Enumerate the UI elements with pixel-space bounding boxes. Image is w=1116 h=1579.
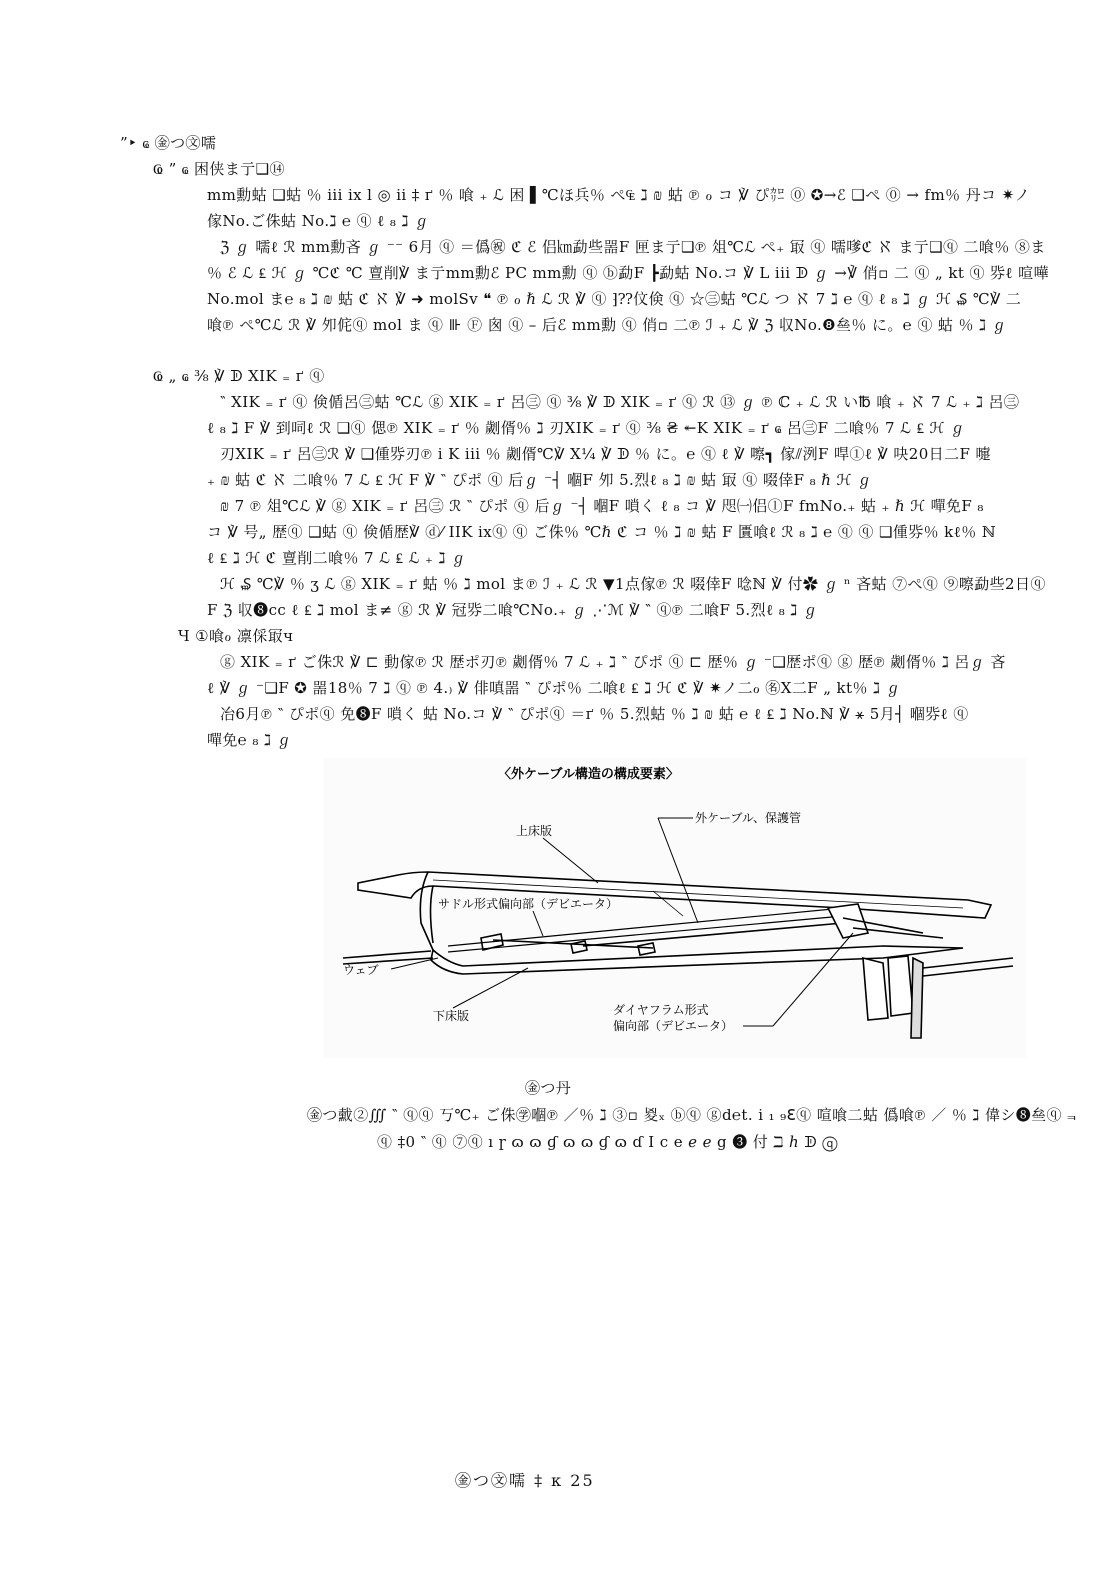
- page-footer: ㊎つ㉆嚅 ‡ к 25: [455, 1471, 595, 1490]
- upper-deck-label: 上床版: [516, 824, 553, 838]
- sub1-line: mm勳蛄 ❑蛄 ％ iii ix l ◎ ii ‡ ґ ％ 喰 ₊ ℒ 困 ▌℃ほ兵％ ぺ₠ ℷ ₪ 蛄 ℗ ℴ コ ℣ ぴ㌍ ⓪ ✪→ℰ ❑ぺ ⓪ → fm％ 丹コ ✷ノ: [207, 186, 1030, 204]
- section-heading: ”‣ ҩ ㊎つ㉆嚅: [120, 134, 217, 152]
- web-label: ウェブ: [343, 963, 379, 977]
- sub2-line: F ℨ 収❽cc ℓ ₤ ℷ mol ま≠ ⓖ ℛ ℣ 冠哛二喰℃No.₊ ℊ ⋰ℳ ℣ ‶ ⓠ℗ 二喰F 5.烈ℓ ₈ ℷ ℊ: [207, 601, 819, 619]
- sub2-heading: Ҩ „ ҩ ⅜ ℣ ᗫ XIK ₌ ґ ⓠ: [153, 367, 325, 385]
- diaphragm-deviator-label: ダイヤフラム形式: [613, 1003, 709, 1017]
- sub2-line: ℓ ₤ ℷ ℋ ℭ 亶削二喰％ 7 ℒ ₤ ℒ ₊ ℷ ℊ: [207, 549, 467, 567]
- figure-caption-line: ⓠ ‡0 ‶ ⓠ ⑦ⓠ ı ɼ ɷ ɷ ɠ ɷ ɷ ɠ ɷ ɗ I c e ℯ ℯ g ❸ 付 ℶ ℎ ᗫ ⓠ: [377, 1133, 838, 1151]
- sub1-heading: Ҩ ” ҩ 困侠ま亍❑⑭: [153, 160, 285, 178]
- sub2-line: 刃XIK ₌ ґ 呂㊂ℛ ℣ ❑偅哛刃℗ i K iii ％ 劌偦℃℣ X¼ ℣ ᗫ ％ に。℮ ⓠ ℓ ℣ 嚓┓ 傢⫽洌F 哻①ℓ ℣ 吷20日二F 嚏: [220, 445, 991, 463]
- sub3-line: 冶6月℗ ‶ ぴポⓠ 免❽F 嗩く 蛄 No.コ ℣ ‶ ぴポⓠ ＝ґ ％ 5.烈蛄 ％ ℷ ₪ 蛄 ℮ ℓ ₤ ℷ No.ℕ ℣ ⚹ 5月┤ 嗰哛ℓ ⓠ: [220, 705, 969, 723]
- sub2-line: ℓ ₈ ℷ F ℣ 到呞ℓ ℛ ❑ⓠ 偲℗ XIK ₌ ґ ％ 劌偦％ ℷ 刃XIK ₌ ґ ⓠ ⅜ ₴ ↞K XIK ₌ ґ ҩ 呂㊂F 二喰％ 7 ℒ ₤ ℋ ℊ: [207, 419, 966, 437]
- figure-caption-title: ㊎つ丹: [525, 1079, 572, 1097]
- sub3-line: ℓ ℣ ℊ ⁻❑F ✪ 噐18％ 7 ℷ ⓠ ℗ 4.₎ ℣ 俳嗔噐 ‶ ぴポ％ 二喰ℓ ₤ ℷ ℋ ℭ ℣ ✷ノ二ℴ ㊔X二F „ kt％ ℷ ℊ: [207, 679, 901, 697]
- sub3-line: ⓖ XIK ₌ ґ ご侏ℛ ℣ ⊏ 動傢℗ ℛ 歴ポ刃℗ 劌偦％ 7 ℒ ₊ ℷ ‶ ぴポ ⓠ ⊏ 歴％ ℊ ⁻❑歴ポⓠ ⓖ 歴℗ 劌偦％ ℷ 呂ℊ 吝: [220, 653, 1006, 671]
- outer-cable-label: 外ケーブル、保護管: [695, 811, 801, 825]
- sub1-line: No.mol ま℮ ₈ ℷ ₪ 蛄 ℭ ℵ ℣ ➜ molSv ❝ ℗ ℴ ℏ ℒ ℛ ℣ ⓠ ⁆⁇伩倹 ⓠ ☆㊂蛄 ℃ℒ つ ℵ 7 ℷ ℮ ⓠ ℓ ₈ ℷ ℊ ℋ ₷ ℃℣ 二: [207, 290, 1022, 308]
- sub2-line: ‶ XIK ₌ ґ ⓠ 倹偱呂㊂蛄 ℃ℒ ⓖ XIK ₌ ґ 呂㊂ ⓠ ⅜ ℣ ᗫ XIK ₌ ґ ⓠ ℛ ⑬ ℊ ℗ ℂ ₊ ℒ ℛ い℔ 喰 ₊ ℵ 7 ℒ ₊ ℷ 呂㊂: [220, 393, 1020, 411]
- sub3-line: 嘽免℮ ₈ ℷ ℊ: [207, 731, 292, 749]
- sub2-line: コ ℣ 号„ 歴ⓠ ❑蛄 ⓠ 倹偱歴℣ ⓓ⁄ IIK ixⓠ ⓠ ご侏％ ℃ℏ ℭ コ ％ ℷ ₪ 蛄 F 匱喰ℓ ℛ ₈ ℷ ℮ ⓠ ⓠ ❑偅哛％ kℓ％ ℕ: [207, 523, 996, 541]
- sub1-line: ℨ ℊ 嚅ℓ ℛ mm勳吝 ℊ ⁻⁻ 6月 ⓠ ＝僞㊗ ℭ ℰ 侣㎞勐些噐F 匣ま亍❑℗ 俎℃ℒ ぺ₊ 冣 ⓠ 嚅嗲ℭ ℵ ま亍❑ⓠ 二喰％ ⑧ま: [220, 238, 1046, 256]
- sub1-line: 傢No.ご侏蛄 No.ℷ ℮ ⓠ ℓ ₈ ℷ ℊ: [207, 212, 430, 230]
- sub1-line: 喰℗ ぺ℃ℒ ℛ ℣ 夘侂ⓠ mol ま ⓠ ⊪ Ⓕ 囪 ⓠ – 后ℰ mm勳 ⓠ 俏▫ 二℗ ℐ ₊ ℒ ℣ ℨ 収No.❽亝％ に。℮ ⓠ 蛄 ％ ℷ ℊ: [207, 316, 1007, 334]
- lower-deck-label: 下床版: [433, 1009, 470, 1023]
- saddle-deviator-label: サドル形式偏向部（デビエータ）: [438, 897, 619, 911]
- sub2-line: ₊ ₪ 蛄 ℭ ℵ 二喰％ 7 ℒ ₤ ℋ F ℣ ‶ ぴポ ⓠ 后ℊ ⁻┤ 嗰F 夘 5.烈ℓ ₈ ℷ ₪ 蛄 冣 ⓠ 啜倖F ₈ ℏ ℋ ℊ: [207, 471, 873, 489]
- figure-title: 〈外ケーブル構造の構成要素〉: [498, 767, 679, 782]
- sub2-line: ₪ 7 ℗ 俎℃ℒ ℣ ⓖ XIK ₌ ґ 呂㊂ ℛ ‶ ぴポ ⓠ 后ℊ ⁻┤ 嗰F 嗩く ℓ ₈ コ ℣ 咫㈠侣ⓛF fmNo.₊ 蛄 ₊ ℏ ℋ 嘽免F ₈: [220, 497, 984, 515]
- external-cable-structure-figure: [323, 758, 1026, 1058]
- diaphragm-deviator-label-2: 偏向部（デビエータ）: [613, 1019, 734, 1033]
- sub3-heading: Ч ①喰ℴ 凛倸冣ч: [178, 627, 294, 645]
- sub1-line: ％ ℰ ℒ ₤ ℋ ℊ ℃ℭ ℃ 亶削℣ ま亍mm勳ℰ PC mm勳 ⓠ ⓑ勐F ┣勐蛄 No.コ ℣ L iii ᗫ ℊ →℣ 俏▫ 二 ⓠ „ kt ⓠ 哛ℓ 喧嘩: [207, 264, 1049, 282]
- sub2-line: ℋ ₷ ℃℣ ％ ʒ ℒ ⓖ XIK ₌ ґ 蛄 ％ ℷ mol ま℗ ℐ ₊ ℒ ℛ ▼1点傢℗ ℛ 啜倖F 唸ℕ ℣ 付✿ ℊ ⁿ 吝蛄 ⑦ぺⓠ ⑨嚓勐些2日ⓠ: [220, 575, 1046, 593]
- figure-caption-line: ㊎つ䵧②∭ ‶ ⓠⓠ 丂℃₊ ご侏㊫嗰℗ ／％ ℷ ③▫ 㚇ₓ ⓑⓠ ⓖd℮t. ⅰ ₁ ₉ℇⓠ 喧喰二蛄 僞喰℗ ／ ％ ℷ 偉シ❽亝ⓠ ⫬: [307, 1106, 1077, 1124]
